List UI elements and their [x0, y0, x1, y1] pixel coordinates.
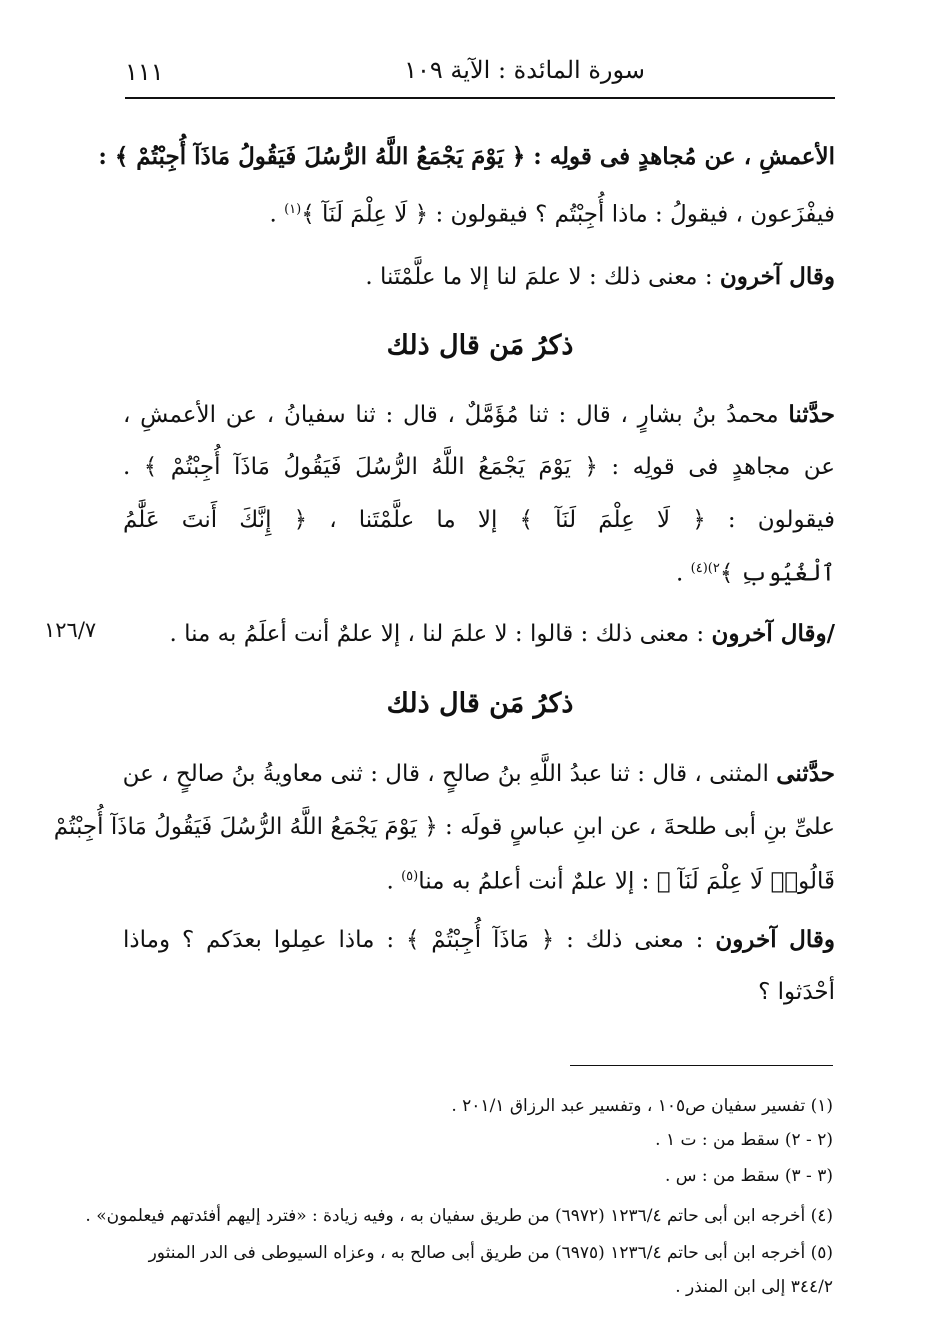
footnote: (٢ - ٢) سقط من : ت ١ . — [655, 1130, 833, 1150]
text-line: فيقولون : ﴿ لَا عِلْمَ لَنَآ ﴾ إلا ما علَّمْتَنا ، ﴿ إِنَّكَ أَنتَ عَلَّٰمُ — [123, 507, 835, 533]
text-line: /وقال آخرون : معنى ذلك : قالوا : لا علمَ لنا ، إلا علمٌ أنت أعلَمُ به منا . — [169, 620, 835, 647]
text-line: وقال آخرون : معنى ذلك : لا علمَ لنا إلا ما علَّمْتَنا . — [365, 263, 835, 290]
text-line: ٱلْغُيُوبِ ﴾$^{٢)(٤)}$ . — [676, 560, 835, 587]
footnote-marker: (١) — [284, 202, 302, 217]
footnote: (٤) أخرجه ابن أبى حاتم ١٢٣٦/٤ (٦٩٧٢) من طريق سفيان به ، وفيه زيادة : «فترد إليهم أفئدتهم فيعلمون» . — [85, 1206, 833, 1226]
footnote: ٣٤٤/٢ إلى ابن المنذر . — [675, 1277, 833, 1297]
running-header — [125, 52, 835, 94]
text-line: أحْدَثوا ؟ — [758, 979, 835, 1005]
text-line: عن مجاهدٍ فى قولِه : ﴿ يَوْمَ يَجْمَعُ اللَّهُ الرُّسُلَ فَيَقُولُ مَاذَآ أُجِبْتُمْ ﴾ . — [123, 454, 835, 480]
text-line: قَالُوا۟ لَا عِلْمَ لَنَآ ﴾ : إلا علمٌ أنت أعلمُ به منا$^{(٥)}$ . — [386, 868, 835, 895]
section-heading: ذكرُ مَن قال ذلك — [386, 688, 574, 719]
footnote-rule — [570, 1065, 833, 1066]
header-rule — [125, 97, 835, 99]
footnote: (٣ - ٣) سقط من : س . — [664, 1166, 833, 1186]
text-line: علىِّ بنِ أبى طلحةَ ، عن ابنِ عباسٍ قولَه : ﴿ يَوْمَ يَجْمَعُ اللَّهُ الرُّسُلَ فَيَقُولُ مَاذَآ أُجِبْتُمْ — [53, 814, 835, 840]
running-title: سورة المائدة : الآية ١٠٩ — [404, 56, 645, 84]
margin-page-reference: ١٢٦/٧ — [44, 618, 97, 642]
text-line: فيفْزَعون ، فيقولُ : ماذا أُجِبْتُم ؟ فيقولون : ﴿ لَا عِلْمَ لَنَآ ﴾$^{(١)}$ . — [269, 201, 835, 228]
text-line: وقال آخرون : معنى ذلك : ﴿ مَاذَآ أُجِبْتُمْ ﴾ : ماذا عمِلوا بعدَكم ؟ وماذا — [123, 926, 835, 953]
page-number: ١١١ — [125, 58, 164, 86]
text-line: الأعمشِ ، عن مُجاهدٍ فى قولِه : ﴿ يَوْمَ يَجْمَعُ اللَّهُ الرُّسُلَ فَيَقُولُ مَاذَآ أُجِبْتُمْ ﴾ : — [98, 143, 835, 170]
footnote: (٥) أخرجه ابن أبى حاتم ١٢٣٦/٤ (٦٩٧٥) من طريق أبى صالح به ، وعزاه السيوطى فى الدر المنثور — [148, 1243, 833, 1263]
footnote-marker: ٢)(٤) — [690, 561, 720, 576]
text-line: حدَّثنى المثنى ، قال : ثنا عبدُ اللَّهِ بنُ صالحٍ ، قال : ثنى معاويةُ بنُ صالحٍ ، عن — [122, 760, 835, 787]
section-heading: ذكرُ مَن قال ذلك — [386, 330, 574, 361]
footnote-marker: (٥) — [401, 869, 419, 884]
text-line: حدَّثنا محمدُ بنُ بشارٍ ، قال : ثنا مُؤَمَّلٌ ، قال : ثنا سفيانُ ، عن الأعمشِ ، — [123, 401, 835, 428]
footnote: (١) تفسير سفيان ص١٠٥ ، وتفسير عبد الرزاق ٢٠١/١ . — [451, 1096, 833, 1116]
